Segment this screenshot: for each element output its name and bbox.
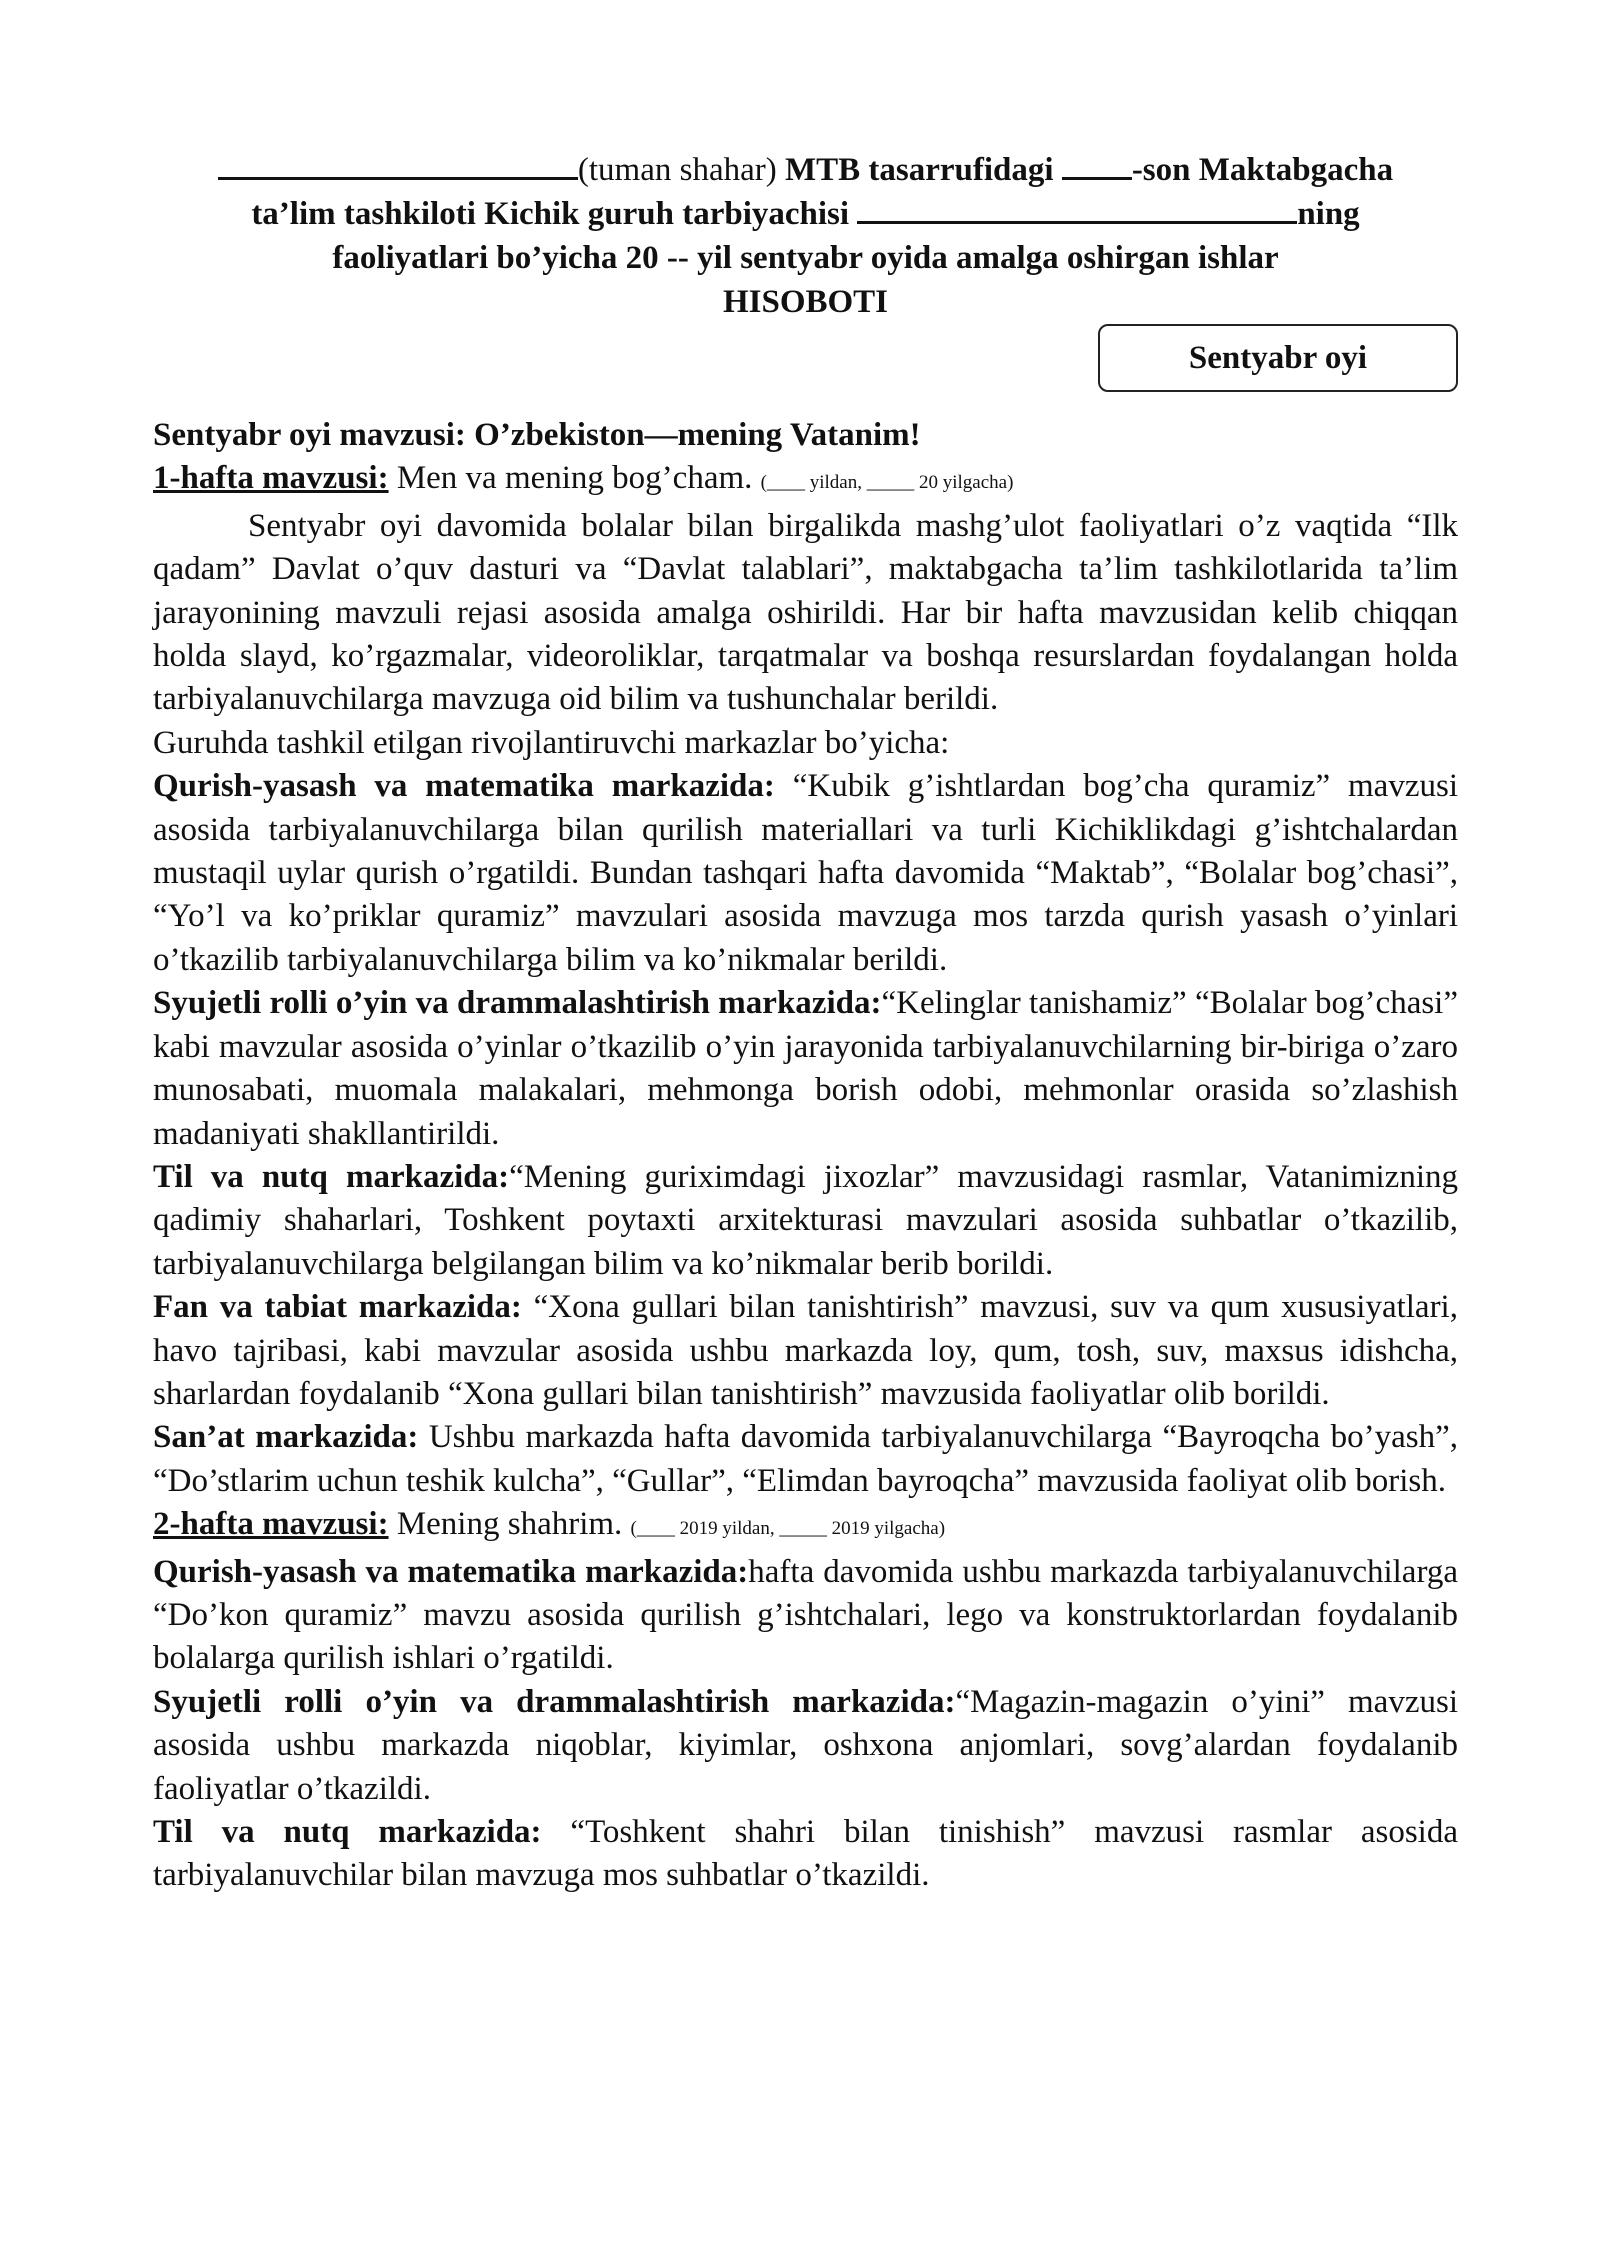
title-line-4: HISOBOTI bbox=[722, 284, 889, 320]
school-number-blank bbox=[1062, 151, 1132, 180]
w1-science-section bbox=[153, 1286, 1458, 1416]
week2-heading bbox=[153, 1503, 1458, 1550]
section-label: Til va nutq markazida: bbox=[153, 1814, 542, 1850]
month-box: Sentyabr oyi bbox=[1098, 324, 1458, 392]
section-text: “Toshkent shahri bilan tinishish” mavzusi rasmlar asosida tarbiyalanuvchilar bilan mavzuga mos suhbatlar o’tkazildi. bbox=[153, 1814, 1458, 1894]
section-label: Qurish-yasash va matematika markazida: bbox=[153, 1553, 749, 1590]
week1-heading bbox=[153, 457, 1458, 504]
section-text: Ushbu markazda hafta davomida tarbiyalanuvchilarga “Bayroqcha bo’yash”, “Do’stlarim uchun teshik kulcha”, “Gullar”, “Elimdan bayroqcha” mavzusida faoliyat olib borish. bbox=[153, 1419, 1458, 1499]
title-line-2 bbox=[153, 192, 1458, 236]
section-text: hafta davomida ushbu markazda tarbiyalanuvchilarga “Do’kon quramiz” mavzu asosida qurilish g’ishtchalari, lego va konstruktorlardan foydalanib bolalarga qurilish ishlari o’rgatildi. bbox=[153, 1553, 1458, 1677]
week1-label: 1-hafta mavzusi: bbox=[153, 460, 389, 497]
section-text: “Xona gullari bilan tanishtirish” mavzusi, suv va qum xususiyatlari, havo tajribasi, kabi mavzular asosida ushbu markazda loy, qum, tosh, suv, maxsus idishcha, sharlardan foydalanib “Xona gullari bilan tanishtirish” mavzusida faoliyatlar olib borildi. bbox=[153, 1289, 1458, 1412]
report-title bbox=[153, 148, 1458, 324]
teacher-name-blank bbox=[857, 195, 1297, 224]
month-row bbox=[153, 324, 1458, 396]
section-label: Syujetli rolli o’yin va drammalashtirish markazida: bbox=[153, 985, 882, 1022]
title-line-1 bbox=[153, 148, 1458, 192]
section-label: Syujetli rolli o’yin va drammalashtirish markazida: bbox=[153, 1683, 956, 1720]
document-page bbox=[153, 148, 1458, 1898]
org-text: ta’lim tashkiloti Kichik guruh tarbiyachisi bbox=[251, 196, 850, 232]
centers-intro: Guruhda tashkil etilgan rivojlantiruvchi markazlar bo’yicha: bbox=[153, 724, 950, 761]
section-text: “Mening guriximdagi jixozlar” mavzusidagi rasmlar, Vatanimizning qadimiy shaharlari, Toshkent poytaxti arxitekturasi mavzulari asosida suhbatlar o’tkazilib, tarbiyalanuvchilarga belgilangan bilim va ko’nikmalar berib borildi. bbox=[153, 1158, 1458, 1282]
w1-roleplay-section bbox=[153, 982, 1458, 1156]
son-text: -son Maktabgacha bbox=[1131, 152, 1394, 188]
intro-paragraph: Sentyabr oyi davomida bolalar bilan birgalikda mashg’ulot faoliyatlari o’z vaqtida “Ilk qadam” Davlat o’quv dasturi va “Davlat talablari”, maktabgacha ta’lim tashkilotlarida ta’lim jarayonining mavzuli rejasi asosida amalga oshirildi. Har bir hafta mavzusidan kelib chiqqan holda slayd, ko’rgazmalar, videoroliklar, tarqatmalar va boshqa resurslardan foydalangan holda tarbiyalanuvchilarga mavzuga oid bilim va tushunchalar berildi. bbox=[153, 507, 1458, 718]
week2-dates: (____ 2019 yildan, _____ 2019 yilgacha) bbox=[630, 1518, 946, 1540]
month-theme: Sentyabr oyi mavzusi: O’zbekiston—mening Vatanim! bbox=[153, 417, 921, 453]
w2-roleplay-section bbox=[153, 1681, 1458, 1811]
ning-text: ning bbox=[1297, 196, 1360, 232]
section-label: Qurish-yasash va matematika markazida: bbox=[153, 768, 775, 805]
week1-title: Men va mening bog’cham. bbox=[396, 460, 753, 497]
w2-language-section bbox=[153, 1811, 1458, 1898]
district-hint: (tuman shahar) bbox=[577, 152, 777, 188]
title-line-3: faoliyatlari bo’yicha 20 -- yil sentyabr oyida amalga oshirgan ishlar bbox=[332, 240, 1279, 276]
section-text: “Kelinglar tanishamiz” “Bolalar bog’chasi” kabi mavzular asosida o’yinlar o’tkazilib o’yin jarayonida tarbiyalanuvchilarning bir-biriga o’zaro munosabati, muomala malakalari, mehmonga borish odobi, mehmonlar orasida so’zlashish madaniyati shakllantirildi. bbox=[153, 985, 1458, 1152]
section-text: “Kubik g’ishtlardan bog’cha quramiz” mavzusi asosida tarbiyalanuvchilarga bilan qurilish materiallari va turli Kichiklikdagi g’ishtchalardan mustaqil uylar qurish o’rgatildi. Bundan tashqari hafta davomida “Maktab”, “Bolalar bog’chasi”, “Yo’l va ko’priklar quramiz” mavzulari asosida mavzuga mos tarzda qurish yasash o’yinlari o’tkazilib tarbiyalanuvchilarga bilim va ko’nikmalar berildi. bbox=[153, 768, 1458, 978]
week2-title: Mening shahrim. bbox=[396, 1506, 623, 1543]
w1-language-section bbox=[153, 1156, 1458, 1286]
week1-dates: (____ yildan, _____ 20 yilgacha) bbox=[760, 472, 1014, 494]
w2-construction-section bbox=[153, 1551, 1458, 1681]
district-blank bbox=[218, 151, 578, 180]
report-body bbox=[153, 414, 1458, 1898]
week2-label: 2-hafta mavzusi: bbox=[153, 1506, 389, 1543]
section-label: Til va nutq markazida: bbox=[153, 1158, 510, 1195]
section-label: Fan va tabiat markazida: bbox=[153, 1289, 522, 1326]
w1-construction-section bbox=[153, 765, 1458, 982]
section-label: San’at markazida: bbox=[153, 1419, 419, 1456]
section-text: “Magazin-magazin o’yini” mavzusi asosida ushbu markazda niqoblar, kiyimlar, oshxona anjomlari, sovg’alardan foydalanib faoliyatlar o’tkazildi. bbox=[153, 1683, 1458, 1807]
w1-art-section bbox=[153, 1416, 1458, 1503]
mtb-text: MTB tasarrufidagi bbox=[784, 152, 1054, 188]
